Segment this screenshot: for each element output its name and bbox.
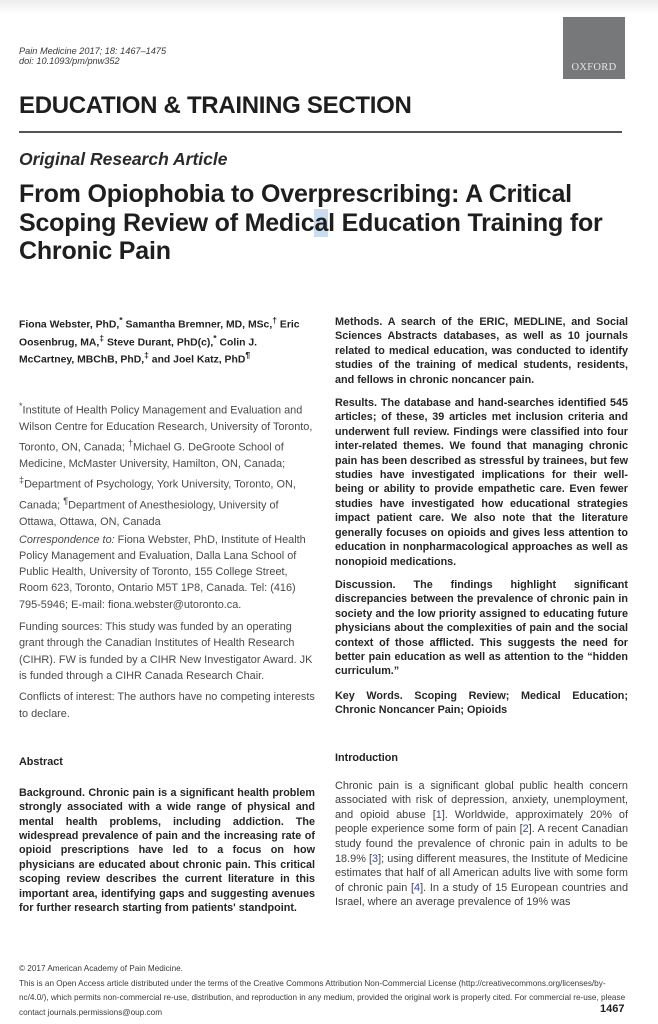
intro-text: ]. Worldwide, approximately 20% of people experience some form of pain [	[335, 808, 628, 836]
author-mark: †	[272, 315, 278, 325]
page-number: 1467	[600, 1003, 625, 1015]
right-column	[335, 315, 628, 910]
affiliation: Department of Anesthesiology, University of Ottawa, Ottawa, ON, Canada	[19, 500, 279, 529]
viewer-top-shade	[0, 0, 658, 14]
abstract-discussion: Discussion. The findings highlight significant discrepancies between the prevalence of chronic pain in society and the low priority assigned to educating future physicians about the complexities of pain and the social context of those afflicted. This suggests the need for better pain education as well as attention to the “hidden curriculum.”	[335, 578, 628, 678]
copyright: © 2017 American Academy of Pain Medicine.	[19, 964, 183, 973]
reference-link[interactable]: 1	[435, 808, 442, 821]
affiliation: Department of Psychology, York University, Toronto, ON, Canada;	[19, 479, 296, 512]
author: Fiona Webster, PhD,	[19, 319, 120, 331]
affiliation-mark: ‡	[19, 475, 25, 486]
author-list	[19, 314, 315, 367]
affiliations	[19, 398, 315, 531]
affiliation-mark: ¶	[63, 496, 69, 507]
affiliation-mark: *	[19, 401, 23, 412]
correspondence	[19, 532, 315, 613]
introduction-body	[335, 779, 628, 910]
correspondence-text: Fiona Webster, PhD, Institute of Health Policy Management and Evaluation, Dalla Lana School of Public Health, University of Toronto, 155 College Street, Room 623, Toronto, Ontario M5T 1P8, Canada. Tel: (416) 795-5946; E-mail: fiona.webster@utoronto.ca.	[19, 533, 306, 611]
abstract-keywords: Key Words. Scoping Review; Medical Education; Chronic Noncancer Pain; Opioids	[335, 689, 628, 717]
oxford-logo-text: OXFORD	[571, 62, 617, 73]
author: Samantha Bremner, MD, MSc,	[122, 319, 273, 331]
title-part-2: l Education Training for Chronic Pain	[19, 208, 603, 265]
page-footer	[19, 962, 629, 1020]
affiliation-mark: †	[127, 438, 134, 449]
left-column	[19, 314, 315, 916]
intro-text: Chronic pain is a significant global public health concern associated with risk of depression, anxiety, unemployment, and opioid abuse [	[335, 779, 628, 821]
abstract-background: Background. Chronic pain is a significant health problem strongly associated with a wide range of physical and mental health problems, including addiction. The widespread prevalence of pain and the increasing rate of opioid prescriptions have led to a focus on how physicians are educated about chronic pain. This critical scoping review describes the current literature in this important area, identifying gaps and suggesting avenues for further research starting from patients' standpoint.	[19, 786, 315, 915]
correspondence-label: Correspondence to:	[19, 533, 115, 546]
author: Eric Oosenbrug, MA,	[19, 319, 300, 349]
section-divider	[19, 131, 622, 133]
title-part-1: From Opiophobia to Overprescribing: A Critical Scoping Review of Medic	[19, 180, 572, 237]
journal-header	[19, 46, 166, 66]
introduction-heading: Introduction	[335, 751, 398, 764]
section-title: EDUCATION & TRAINING SECTION	[19, 92, 412, 119]
journal-citation: Pain Medicine 2017; 18: 1467–1475	[19, 46, 167, 56]
abstract-heading: Abstract	[19, 755, 63, 768]
intro-text: ]. In a study of 15 European countries and Israel, where an average prevalence of 19% was	[335, 881, 629, 909]
author-mark: ‡	[144, 350, 149, 361]
author: Colin J. McCartney, MBChB, PhD,	[19, 337, 257, 366]
reference-link[interactable]: 3	[372, 852, 379, 865]
abstract-methods: Methods. A search of the ERIC, MEDLINE, and Social Sciences Abstracts databases, as well as 10 journals related to medical education, was conducted to identify studies of the training of medical students, residents, and fellows in chronic noncancer pain.	[335, 316, 628, 386]
author-mark: ¶	[245, 350, 251, 361]
author-mark: *	[119, 315, 123, 325]
abstract-results: Results. The database and hand-searches identified 545 articles; of these, 39 articles met inclusion criteria and underwent full review. Findings were classified into four inter-related themes. We found that managing chronic pain has been described as stressful by trainees, but few studies have investigated implications for their well-being or ability to provide empathetic care. Even fewer studies have investigated how educational strategies impact patient care. We also note that the literature generally focuses on opioids and gives less attention to education in nonpharmacological approaches as well as nonopioid medications.	[335, 397, 628, 568]
author: and Joel Katz, PhD	[148, 354, 246, 366]
intro-text: ]. A recent Canadian study found the prevalence of chronic pain in adults to be 18.9% [	[335, 823, 629, 865]
text-selection-highlight[interactable]: a	[314, 208, 329, 237]
author-mark: ‡	[99, 332, 105, 343]
funding-statement: Funding sources: This study was funded by an operating grant through the Canadian Institutes of Health Research (CIHR). FW is funded by a CIHR New Investigator Award. JK is funded through a CIHR Canada Research Chair.	[19, 621, 313, 682]
oxford-logo	[563, 17, 625, 79]
article-title	[19, 180, 639, 266]
reference-link[interactable]: 2	[522, 823, 529, 836]
conflicts-statement: Conflicts of interest: The authors have no competing interests to declare.	[19, 691, 315, 720]
intro-text: ]; using different measures, the Institute of Medicine estimates that half of all American adults live with some form of chronic pain [	[335, 852, 628, 894]
license-text: This is an Open Access article distributed under the terms of the Creative Commons Attribution Non-Commercial License (http://creativecommons.org/licenses/by-nc/4.0/), which permits non-commercial re-use, distribution, and reproduction in any medium, provided the original work is properly cited. For commercial re-use, please contact journals.permissions@oup.com	[19, 978, 626, 1017]
reference-link[interactable]: 4	[414, 881, 421, 894]
author: Steve Durant, PhD(c),	[104, 337, 214, 349]
affiliation: Institute of Health Policy Management and Evaluation and Wilson Centre for Education Research, University of Toronto, Toronto, ON, Canada;	[19, 404, 313, 454]
journal-doi[interactable]: doi: 10.1093/pm/pnw352	[19, 56, 120, 66]
affiliation: Michael G. DeGroote School of Medicine, McMaster University, Hamilton, ON, Canada;	[19, 441, 286, 471]
author-mark: *	[213, 332, 217, 343]
article-type: Original Research Article	[19, 149, 228, 169]
